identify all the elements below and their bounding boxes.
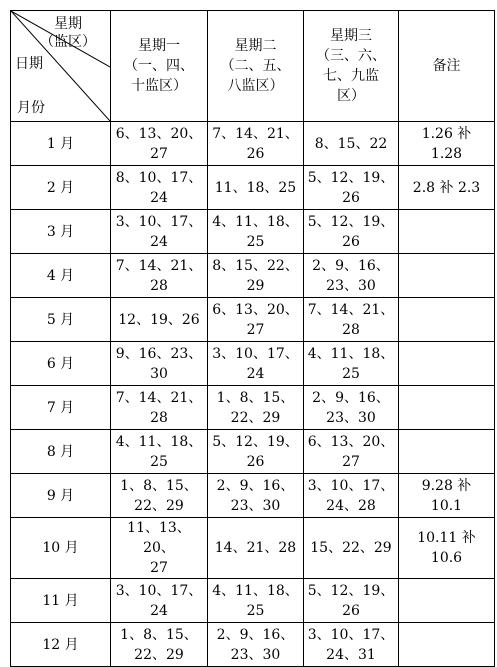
column-header-tuesday: 星期二 （二、五、 八监区） — [208, 11, 304, 122]
schedule-table-body — [11, 11, 495, 667]
table-row — [11, 122, 495, 166]
month-cell: 8 月 — [11, 430, 111, 474]
table-row — [11, 342, 495, 386]
monday-dates-cell: 9、16、23、 30 — [111, 342, 208, 386]
tuesday-dates-cell: 14、21、28 — [208, 518, 304, 579]
month-cell: 2 月 — [11, 166, 111, 210]
month-cell: 6 月 — [11, 342, 111, 386]
tuesday-dates-cell: 2、9、16、 23、30 — [208, 474, 304, 518]
monday-dates-cell: 12、19、26 — [111, 298, 208, 342]
table-row — [11, 210, 495, 254]
table-row — [11, 386, 495, 430]
tuesday-dates-cell: 4、11、18、 25 — [208, 579, 304, 623]
month-cell: 11 月 — [11, 579, 111, 623]
table-row — [11, 518, 495, 579]
table-row — [11, 579, 495, 623]
tuesday-dates-cell: 2、9、16、 23、30 — [208, 623, 304, 667]
tuesday-dates-cell: 11、18、25 — [208, 166, 304, 210]
monday-dates-cell: 7、14、21、 28 — [111, 386, 208, 430]
tuesday-dates-cell: 1、8、15、 22、29 — [208, 386, 304, 430]
table-row — [11, 623, 495, 667]
month-cell: 3 月 — [11, 210, 111, 254]
wednesday-dates-cell: 8、15、22 — [304, 122, 399, 166]
column-header-wednesday: 星期三 （三、六、 七、九监 区） — [304, 11, 399, 122]
monday-dates-cell: 4、11、18、 25 — [111, 430, 208, 474]
tuesday-dates-cell: 5、12、19、 26 — [208, 430, 304, 474]
monday-dates-cell: 6、13、20、 27 — [111, 122, 208, 166]
table-row — [11, 430, 495, 474]
note-cell — [399, 342, 495, 386]
header-row — [11, 11, 495, 122]
note-cell — [399, 210, 495, 254]
table-row — [11, 254, 495, 298]
month-cell: 10 月 — [11, 518, 111, 579]
wednesday-dates-cell: 15、22、29 — [304, 518, 399, 579]
monday-dates-cell: 7、14、21、 28 — [111, 254, 208, 298]
note-cell: 1.26 补 1.28 — [399, 122, 495, 166]
monday-dates-cell: 1、8、15、 22、29 — [111, 623, 208, 667]
wednesday-dates-cell: 2、9、16、 23、30 — [304, 386, 399, 430]
monday-dates-cell: 3、10、17、 24 — [111, 210, 208, 254]
note-cell — [399, 254, 495, 298]
note-cell — [399, 579, 495, 623]
note-cell — [399, 298, 495, 342]
table-row — [11, 474, 495, 518]
month-cell: 4 月 — [11, 254, 111, 298]
wednesday-dates-cell: 3、10、17、 24、31 — [304, 623, 399, 667]
monday-dates-cell: 11、13、20、 27 — [111, 518, 208, 579]
tuesday-dates-cell: 3、10、17、 24 — [208, 342, 304, 386]
note-cell: 2.8 补 2.3 — [399, 166, 495, 210]
tuesday-dates-cell: 8、15、22、 29 — [208, 254, 304, 298]
month-cell: 5 月 — [11, 298, 111, 342]
schedule-table — [10, 10, 495, 667]
month-cell: 12 月 — [11, 623, 111, 667]
wednesday-dates-cell: 6、13、20、 27 — [304, 430, 399, 474]
wednesday-dates-cell: 5、12、19、 26 — [304, 166, 399, 210]
corner-header-cell — [11, 11, 111, 122]
monday-dates-cell: 8、10、17、 24 — [111, 166, 208, 210]
note-cell: 9.28 补 10.1 — [399, 474, 495, 518]
wednesday-dates-cell: 5、12、19、 26 — [304, 210, 399, 254]
note-cell — [399, 430, 495, 474]
wednesday-dates-cell: 7、14、21、 28 — [304, 298, 399, 342]
table-row — [11, 166, 495, 210]
monday-dates-cell: 1、8、15、 22、29 — [111, 474, 208, 518]
month-cell: 1 月 — [11, 122, 111, 166]
corner-month-label: 月份 — [17, 100, 45, 116]
monday-dates-cell: 3、10、17、 24 — [111, 579, 208, 623]
wednesday-dates-cell: 4、11、18、 25 — [304, 342, 399, 386]
tuesday-dates-cell: 6、13、20、 27 — [208, 298, 304, 342]
column-header-monday: 星期一 （一、四、 十监区） — [111, 11, 208, 122]
month-cell: 7 月 — [11, 386, 111, 430]
tuesday-dates-cell: 7、14、21、 26 — [208, 122, 304, 166]
corner-date-label: 日期 — [15, 56, 43, 72]
wednesday-dates-cell: 3、10、17、 24、28 — [304, 474, 399, 518]
note-cell: 10.11 补 10.6 — [399, 518, 495, 579]
month-cell: 9 月 — [11, 474, 111, 518]
note-cell — [399, 623, 495, 667]
column-header-notes: 备注 — [399, 11, 495, 122]
wednesday-dates-cell: 5、12、19、 26 — [304, 579, 399, 623]
tuesday-dates-cell: 4、11、18、 25 — [208, 210, 304, 254]
corner-weekday-label: 星期 （监区） — [40, 16, 96, 50]
note-cell — [399, 386, 495, 430]
table-row — [11, 298, 495, 342]
wednesday-dates-cell: 2、9、16、 23、30 — [304, 254, 399, 298]
